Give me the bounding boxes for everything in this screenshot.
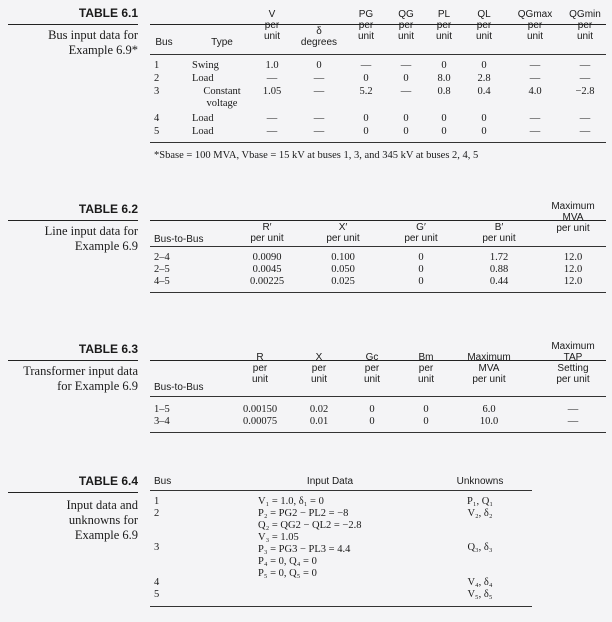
- t4-unknown: V₄, δ₄: [467, 577, 493, 588]
- table-6-4-title: TABLE 6.4: [78, 474, 138, 488]
- t1-header-type: Type: [211, 37, 233, 48]
- t1-header-qgmax: QGmax per unit: [517, 9, 553, 42]
- t1-header-v: V per unit: [263, 9, 281, 42]
- t4-bus-1: 1: [154, 496, 160, 507]
- t4-header-bus: Bus: [154, 476, 172, 487]
- t4-bus-3: 3: [154, 542, 160, 553]
- t1-footnote: *Sbase = 100 MVA, Vbase = 15 kV at buses 1, 3, and 345 kV at buses 2, 4, 5: [154, 150, 479, 161]
- table-6-4-label: [8, 474, 138, 544]
- t2-header-x: X′ per unit: [326, 222, 360, 244]
- table-6-1-title: TABLE 6.1: [78, 6, 138, 20]
- t1-header-pg: PG per unit: [357, 9, 375, 42]
- t4-unknown: P₁, Q₁: [467, 496, 493, 507]
- t3-header-bus: Bus-to-Bus: [154, 382, 204, 393]
- t1-header-ql: QL per unit: [475, 9, 493, 42]
- t4-input-line: V₁ = 1.0, δ₁ = 0: [258, 496, 324, 507]
- table-6-2-block: [0, 196, 612, 296]
- t4-input-line: P₅ = 0, Q₅ = 0: [258, 568, 317, 579]
- t4-header-unknowns: Unknowns: [456, 476, 504, 487]
- table-6-2-title: TABLE 6.2: [78, 202, 138, 216]
- t3-header-bm: Bm per unit: [417, 352, 435, 385]
- t4-input-line: P₃ = PG3 − PL3 = 4.4: [258, 544, 351, 555]
- t4-unknown: V₂, δ₂: [467, 508, 493, 519]
- t4-bus-5: 5: [154, 589, 160, 600]
- table-6-4: [150, 468, 532, 618]
- t3-header-mva: Maximum MVA per unit: [467, 352, 511, 385]
- table-6-4-block: [0, 468, 612, 618]
- t1-header-bus: Bus: [155, 37, 173, 48]
- t2-header-mva: Maximum MVA per unit: [551, 201, 595, 234]
- t4-input-line: P₄ = 0, Q₄ = 0: [258, 556, 317, 567]
- table-6-2-label: [8, 202, 138, 262]
- table-6-3: Bus-to-Bus R per unit X per unit Gc per unit Bm per unit Maximum MVA per unit Maximum TAP Setting per unit 1–5 0.00150 0.02 0 0 6.0 — 3–4 0.00075 0.01 0 0 10.0 —: [150, 360, 606, 436]
- t3-header-r: R per unit: [251, 352, 269, 385]
- t2-header-bus: Bus-to-Bus: [154, 234, 204, 245]
- table-6-1-label: [8, 6, 138, 66]
- t2-header-g: G′ per unit: [404, 222, 438, 244]
- t2-header-b: B′ per unit: [482, 222, 516, 244]
- table-6-1-block: [0, 0, 612, 180]
- t1-header-qg: QG per unit: [397, 9, 415, 42]
- t3-header-gc: Gc per unit: [363, 352, 381, 385]
- t4-bus-2: 2: [154, 508, 160, 519]
- t4-input-line: P₂ = PG2 − PL2 = −8: [258, 508, 349, 519]
- table-6-1: Bus Type V per unit δ degrees PG per unit QG per unit PL per unit QL per unit QGmax per unit QGmin per unit 1 Swing 1.0 0 — — 0 0 — — 2 Load — — 0 0 8.0 2.8 — — 3 Constant voltage 1.05 — 5.2 — 0.8 0.4 4.0 −2.8 4 Load — — 0 0 0 0 — — 5 Load — — 0 0 0 0 — — *Sbase = 100 MVA, Vbase = 15 kV at buses 1, 3, and 345 kV at buses 2, 4, 5: [150, 24, 606, 174]
- table-6-3-label: [8, 342, 138, 402]
- t4-unknown: V₅, δ₅: [467, 589, 493, 600]
- table-6-3-caption: Transformer input data for Example 6.9: [23, 364, 138, 393]
- t1-header-delta: δ degrees: [300, 26, 338, 48]
- t1-header-qgmin: QGmin per unit: [569, 9, 601, 42]
- table-6-2: Bus-to-Bus R′ per unit X′ per unit G′ per unit B′ per unit Maximum MVA per unit 2–4 0.0090 0.100 0 1.72 12.0 2–5 0.0045 0.050 0 0.88 12.0 4–5 0.00225 0.025 0 0.44 12.0: [150, 220, 606, 300]
- t4-unknown: Q₃, δ₃: [467, 542, 493, 553]
- t4-input-line: V₃ = 1.05: [258, 532, 299, 543]
- table-6-2-caption: Line input data for Example 6.9: [44, 224, 138, 253]
- t4-header-input: Input Data: [306, 476, 354, 487]
- table-6-3-title: TABLE 6.3: [78, 342, 138, 356]
- t1-header-pl: PL per unit: [435, 9, 453, 42]
- t4-bus-4: 4: [154, 577, 160, 588]
- table-6-4-caption: Input data and unknowns for Example 6.9: [66, 498, 138, 542]
- t2-header-r: R′ per unit: [250, 222, 284, 244]
- table-6-1-caption: Bus input data for Example 6.9*: [48, 28, 138, 57]
- t3-header-tap: Maximum TAP Setting per unit: [551, 341, 595, 385]
- table-6-3-block: [0, 336, 612, 436]
- t3-header-x: X per unit: [310, 352, 328, 385]
- t4-input-line: Q₂ = QG2 − QL2 = −2.8: [258, 520, 362, 531]
